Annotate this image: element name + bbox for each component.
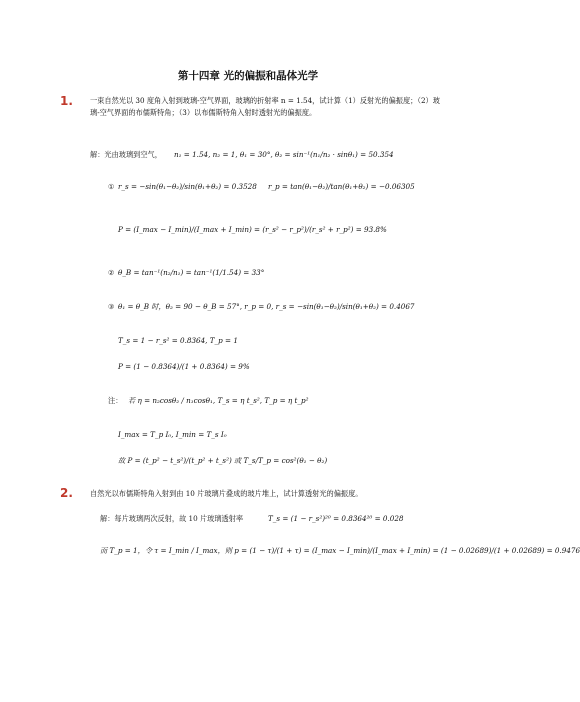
problem-2-number: 2. [60,486,73,500]
transmittance-expression: T_s = 1 − r_s² = 0.8364, T_p = 1 [118,336,238,345]
rp-expression: r_p = tan(θ₁−θ₂)/tan(θ₁+θ₂) = −0.06305 [268,182,415,191]
problem-2-text: 自然光以布儒斯特角入射到由 10 片玻璃片叠成的玻片堆上，试计算透射光的偏振度。 [90,489,363,498]
solution-1-intro: 解：光由玻璃到空气， [90,150,162,159]
intensity-expression: I_max = T_p I₀, I_min = T_s I₀ [118,430,227,439]
step-2-label: ② [108,268,115,277]
rs-expression: r_s = −sin(θ₁−θ₂)/sin(θ₁+θ₂) = 0.3528 [118,182,257,191]
polarization-2-expression: P = (1 − 0.8364)/(1 + 0.8364) = 9% [118,362,250,371]
polarization-1-expression: P = (I_max − I_min)/(I_max + I_min) = (r_s² − r_p²)/(r_s² + r_p²) = 93.8% [118,225,387,234]
step-1-label: ① [108,182,115,191]
note-expression: 若 η = n₂cosθ₂ / n₁cosθ₁, T_s = η t_s², T_p = η t_p² [128,396,309,405]
step-3-label: ③ [108,302,115,311]
solution-2-intro: 解：每片玻璃两次反射，故 10 片玻璃透射率 [100,514,244,523]
brewster-expression: θ_B = tan⁻¹(n₂/n₁) = tan⁻¹(1/1.54) = 33° [118,268,265,277]
step-3-expression: θ₁ = θ_B 时，θ₂ = 90 − θ_B = 57°, r_p = 0, r_s = −sin(θ₁−θ₂)/sin(θ₁+θ₂) = 0.4067 [118,302,415,311]
note-label: 注： [108,396,123,405]
problem-1-number: 1. [60,94,73,108]
polarization-3-expression: 故 P = (t_p² − t_s²)/(t_p² + t_s²) 或 T_s/T_p = cos²(θ₁ − θ₂) [118,456,328,465]
transmittance-stack-expression: T_s = (1 − r_s²)²⁰ = 0.8364²⁰ = 0.028 [268,514,404,523]
chapter-title: 第十四章 光的偏振和晶体光学 [177,70,319,82]
solution-1-given: n₁ = 1.54, n₂ = 1, θ₁ = 30°, θ₂ = sin⁻¹(n₁/n₂ · sinθ₁) = 50.354 [174,150,394,159]
polarization-stack-expression: 而 T_p = 1，令 τ = I_min / I_max，则 p = (1 − τ)/(1 + τ) = (I_max − I_min)/(I_max + I_min) = (1 − 0.02689)/(1 + 0.02689) = 0.9476 [100,546,580,555]
problem-1-text: 一束自然光以 30 度角入射到玻璃-空气界面，玻璃的折射率 n = 1.54，试计算（1）反射光的偏振度；（2）玻璃-空气界面的布儒斯特角；（3）以布儒斯特角入射时透射光的偏振度。 [90,96,440,117]
